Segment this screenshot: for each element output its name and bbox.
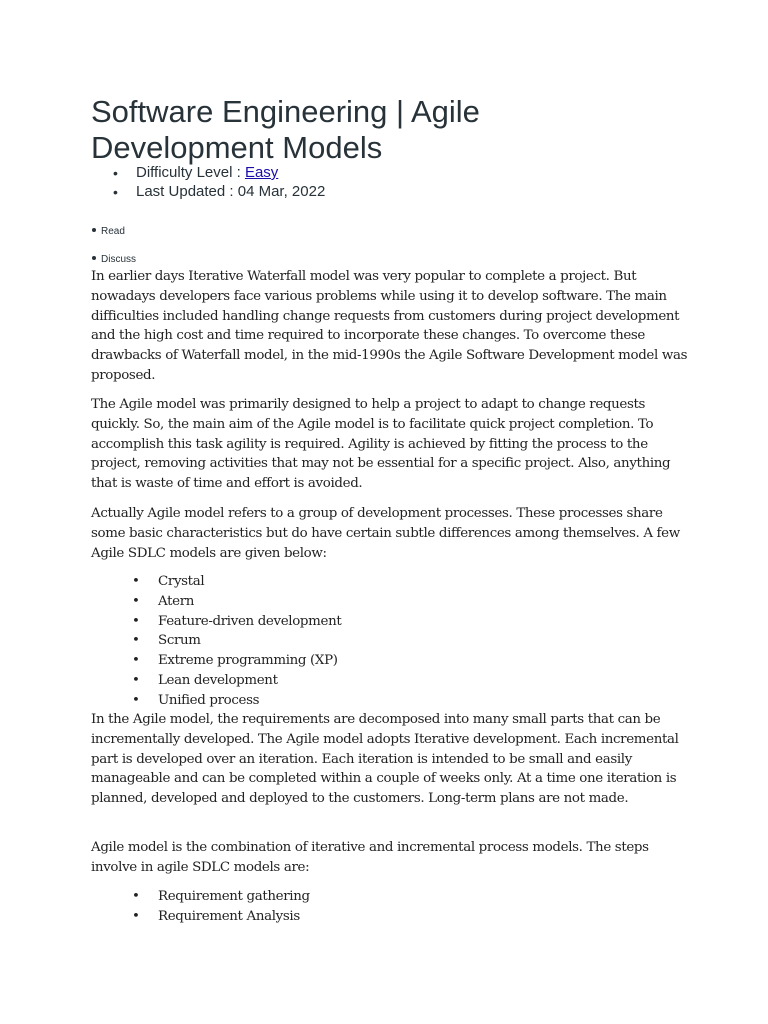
bullet-icon	[92, 256, 96, 260]
list-item: • Crystal	[132, 572, 341, 592]
article-meta	[110, 164, 325, 202]
difficulty-level	[110, 164, 325, 182]
paragraph-agile-aim: The Agile model was primarily designed to help a project to adapt to change requests quickly. So, the main aim of the Agile model is to facilitate quick project completion. To accomplish this task agility is required. Agility is achieved by fitting the process to the project, removing activities that may not be essential for a specific project. Also, anything that is waste of time and effort is avoided.	[91, 397, 671, 492]
list-item: • Requirement Analysis	[132, 907, 310, 927]
bullet-icon	[92, 228, 96, 232]
difficulty-link[interactable]: Easy	[244, 164, 279, 181]
read-button[interactable]	[92, 226, 125, 238]
list-item: • Atern	[132, 592, 341, 612]
list-item: • Scrum	[132, 631, 341, 651]
paragraph-agile-group: Actually Agile model refers to a group of development processes. These processes share some basic characteristics but do have certain subtle differences among themselves. A few Agile SDLC models are given below:	[91, 506, 680, 561]
paragraph-requirements: In the Agile model, the requirements are decomposed into many small parts that can be incrementally developed. The Agile model adopts Iterative development. Each incremental part is developed over an iteration. Each iteration is intended to be small and easily manageable and can be completed within a couple of weeks only. At a time one iteration is planned, developed and deployed to the customers. Long-term plans are not made.	[91, 712, 679, 807]
list-item: • Feature-driven development	[132, 612, 341, 632]
agile-models-list	[132, 572, 341, 711]
page-title: Software Engineering | Agile Development Models	[91, 94, 480, 165]
paragraph-intro: In earlier days Iterative Waterfall model was very popular to complete a project. But nowadays developers face various problems while using it to develop software. The main difficulties included handling change requests from customers during project development and the high cost and time required to incorporate these changes. To overcome these drawbacks of Waterfall model, in the mid-1990s the Agile Software Development model was proposed.	[91, 269, 688, 383]
list-item: • Requirement gathering	[132, 887, 310, 907]
sdlc-steps-list	[132, 887, 310, 927]
paragraph-combination: Agile model is the combination of iterative and incremental process models. The steps involve in agile SDLC models are:	[91, 840, 649, 875]
discuss-button[interactable]	[92, 254, 136, 266]
list-item: • Extreme programming (XP)	[132, 651, 341, 671]
list-item: • Unified process	[132, 691, 341, 711]
difficulty-label: Difficulty Level :	[136, 164, 245, 181]
discuss-label: Discuss	[101, 254, 137, 265]
list-item: • Lean development	[132, 671, 341, 691]
last-updated: • Last Updated : 04 Mar, 2022	[110, 183, 325, 201]
read-label: Read	[101, 226, 125, 237]
